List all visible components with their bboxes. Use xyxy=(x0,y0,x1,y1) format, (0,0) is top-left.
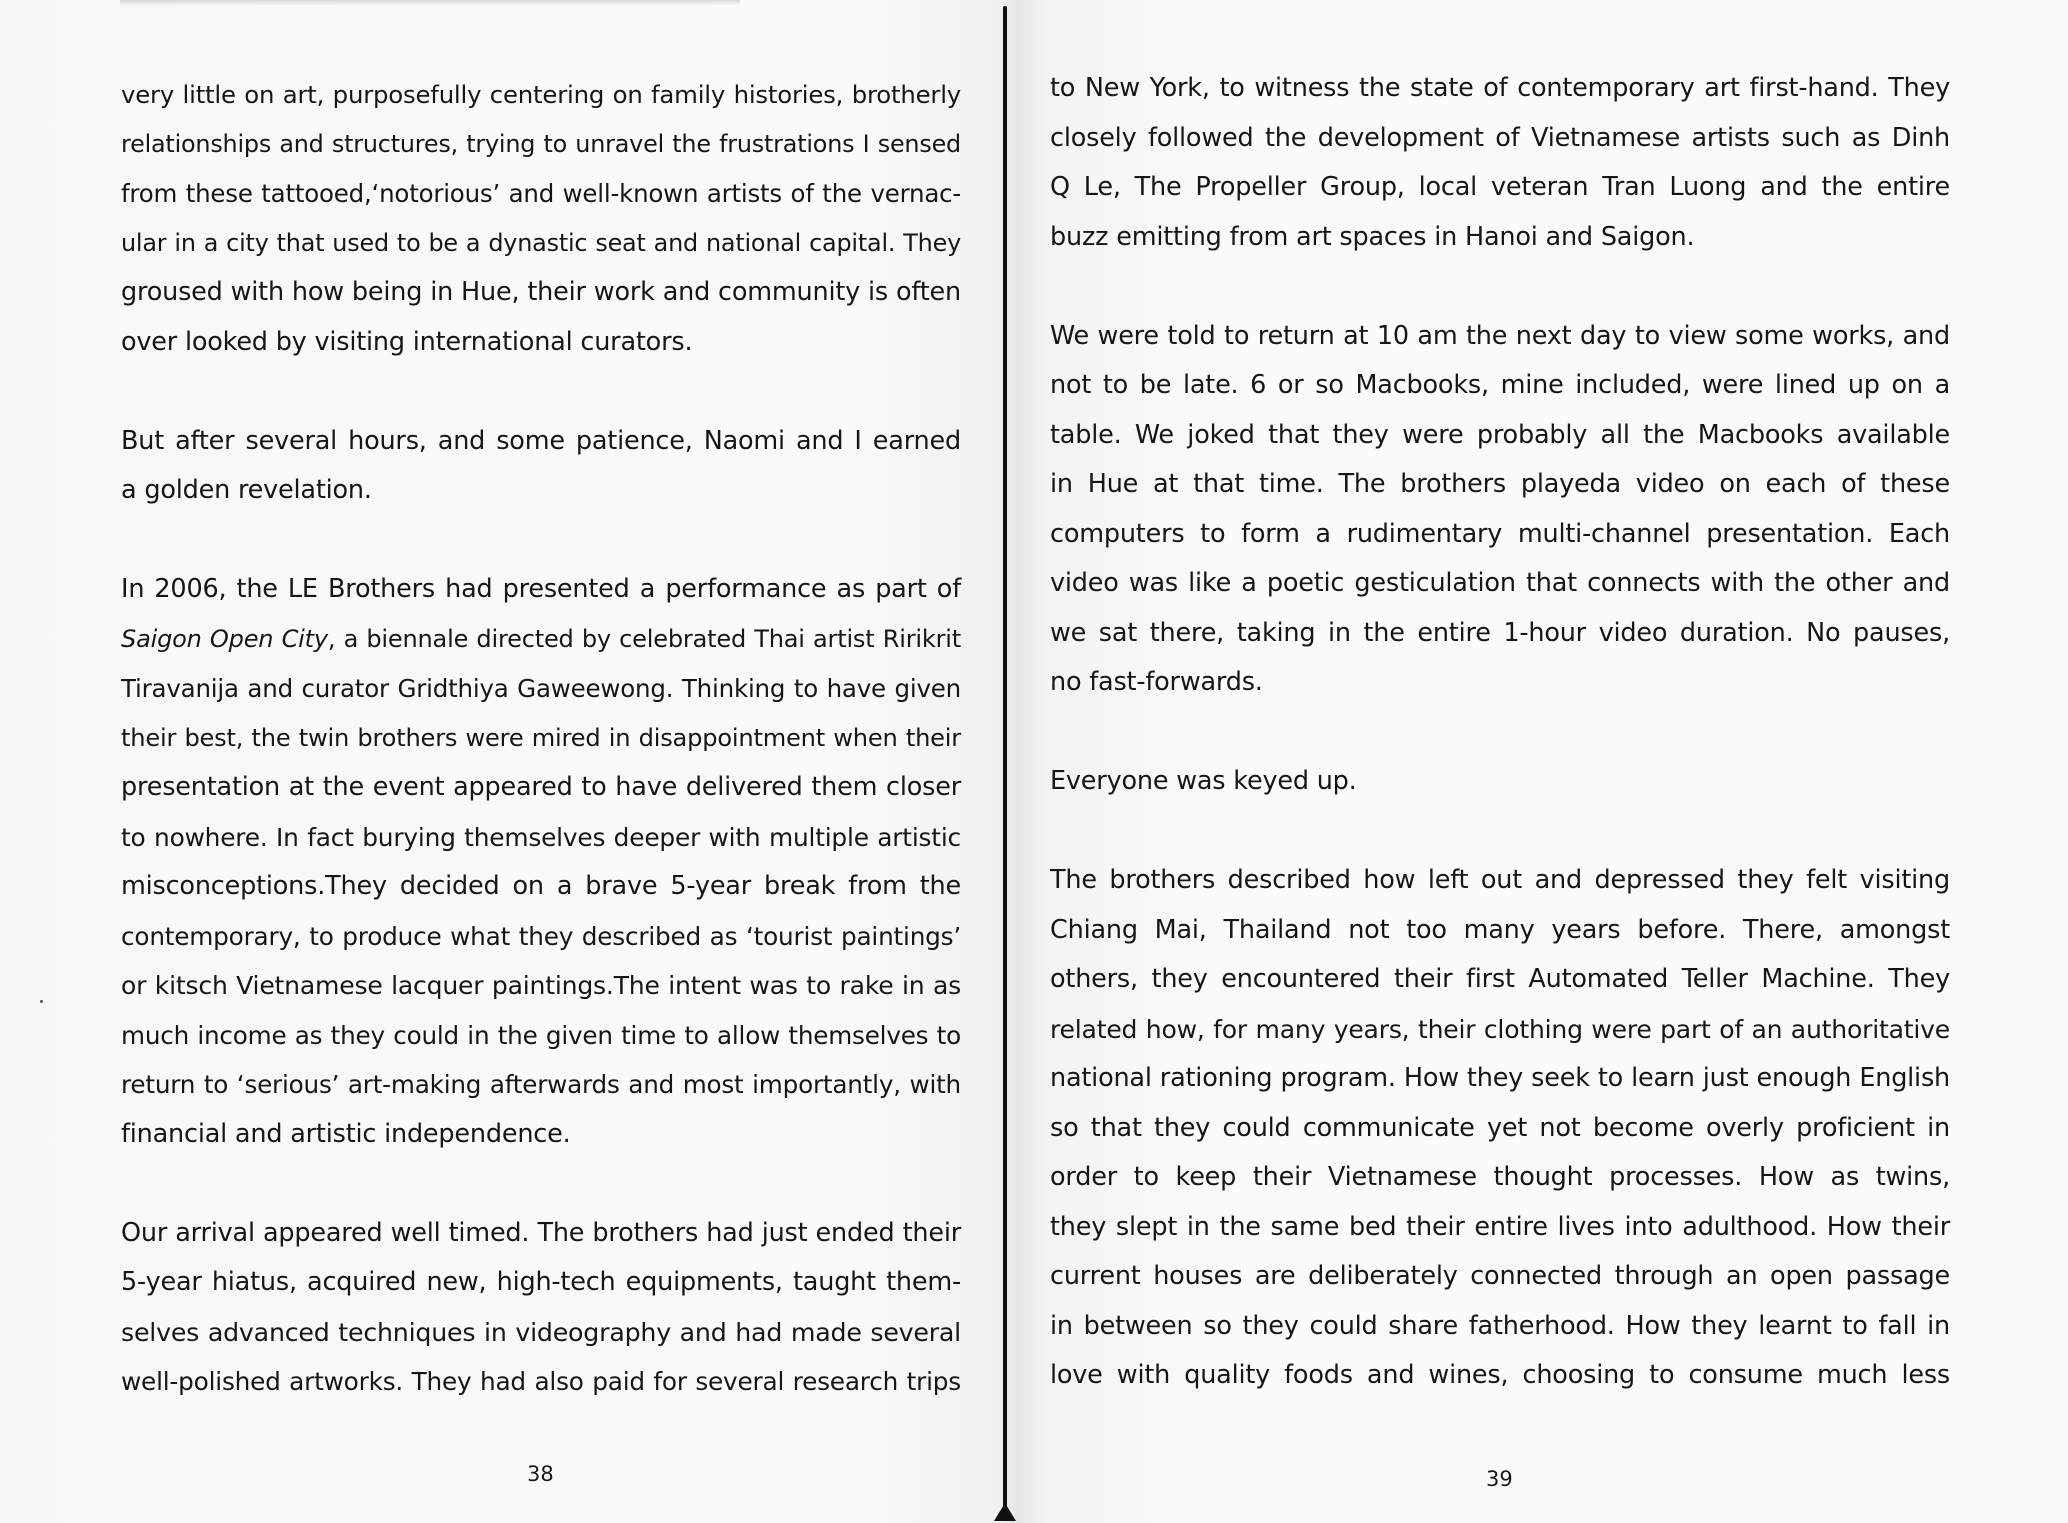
text-line: closely followed the development of Vietnamese artists such as Dinh xyxy=(1050,122,1950,153)
text-line: computers to form a rudimentary multi-channel presentation. Each xyxy=(1050,518,1950,549)
text-line: ular in a city that used to be a dynastic seat and national capital. They xyxy=(121,228,961,257)
paragraph xyxy=(1050,312,1950,708)
text-line: love with quality foods and wines, choosing to consume much less xyxy=(1050,1360,1950,1390)
text-line xyxy=(121,615,961,665)
italic-title: Saigon Open City xyxy=(121,624,328,653)
text-line: Our arrival appeared well timed. The brothers had just ended their xyxy=(121,1217,961,1248)
text-line: or kitsch Vietnamese lacquer paintings.The intent was to rake in as xyxy=(121,971,961,1000)
text-line: to nowhere. In fact burying themselves deeper with multiple artistic xyxy=(121,822,961,852)
text-line: selves advanced techniques in videography and had made several xyxy=(121,1317,961,1347)
text-line: much income as they could in the given time to allow themselves to xyxy=(121,1020,961,1050)
text-line: over looked by visiting international curators. xyxy=(121,326,693,357)
text-line: buzz emitting from art spaces in Hanoi and Saigon. xyxy=(1050,221,1695,252)
text-line: from these tattooed,‘notorious’ and well-known artists of the vernac- xyxy=(121,179,961,208)
left-page xyxy=(0,0,1004,1523)
paragraph xyxy=(121,417,961,516)
left-page-body xyxy=(121,70,961,1407)
text-line: relationships and structures, trying to unravel the frustrations I sensed xyxy=(121,129,961,158)
text-line: a golden revelation. xyxy=(121,475,372,505)
text-line: financial and artistic independence. xyxy=(121,1118,571,1149)
text-line: we sat there, taking in the entire 1-hour video duration. No pauses, xyxy=(1050,617,1950,648)
paragraph xyxy=(121,70,961,367)
text-line: not to be late. 6 or so Macbooks, mine included, were lined up on a xyxy=(1050,370,1950,400)
text-line: table. We joked that they were probably all the Macbooks available xyxy=(1050,419,1950,450)
text-line: national rationing program. How they seek to learn just enough English xyxy=(1050,1063,1950,1093)
right-page-body xyxy=(1050,64,1950,1401)
right-page xyxy=(1004,0,2068,1523)
text-line: We were told to return at 10 am the next day to view some works, and xyxy=(1050,320,1950,351)
paragraph xyxy=(1050,757,1950,807)
text-line: no fast-forwards. xyxy=(1050,667,1263,697)
text-line: 5-year hiatus, acquired new, high-tech equipments, taught them- xyxy=(121,1267,961,1297)
text-line: they slept in the same bed their entire lives into adulthood. How their xyxy=(1050,1211,1950,1242)
text-fragment: , a biennale directed by celebrated Thai artist Ririkrit xyxy=(327,624,961,653)
text-line: Everyone was keyed up. xyxy=(1050,766,1357,796)
paragraph xyxy=(121,1209,961,1407)
text-line: order to keep their Vietnamese thought processes. How as twins, xyxy=(1050,1162,1950,1192)
text-line: In 2006, the LE Brothers had presented a performance as part of xyxy=(121,574,961,604)
paragraph xyxy=(1050,856,1950,1401)
text-line: others, they encountered their first Automated Teller Machine. They xyxy=(1050,964,1950,994)
text-line: return to ‘serious’ art-making afterwards and most importantly, with xyxy=(121,1070,961,1099)
paragraph xyxy=(1050,64,1950,262)
text-line: Q Le, The Propeller Group, local veteran Tran Luong and the entire xyxy=(1050,172,1950,202)
text-line: related how, for many years, their clothing were part of an authoritative xyxy=(1050,1014,1950,1044)
text-line: groused with how being in Hue, their work and community is often xyxy=(121,277,961,307)
text-line: video was like a poetic gesticulation that connects with the other and xyxy=(1050,568,1950,598)
text-line: The brothers described how left out and depressed they felt visiting xyxy=(1050,865,1950,895)
text-line: so that they could communicate yet not become overly proficient in xyxy=(1050,1112,1950,1143)
text-line: current houses are deliberately connected through an open passage xyxy=(1050,1261,1950,1291)
text-line: misconceptions.They decided on a brave 5-year break from the xyxy=(121,871,961,901)
text-line: very little on art, purposefully centering on family histories, brotherly xyxy=(121,80,961,109)
paragraph xyxy=(121,565,961,1159)
text-line: well-polished artworks. They had also paid for several research trips xyxy=(121,1367,961,1396)
text-line: presentation at the event appeared to have delivered them closer xyxy=(121,772,961,802)
text-line: to New York, to witness the state of contemporary art first-hand. They xyxy=(1050,73,1950,103)
text-line: in between so they could share fatherhood. How they learnt to fall in xyxy=(1050,1310,1950,1341)
text-line: Chiang Mai, Thailand not too many years before. There, amongst xyxy=(1050,914,1950,945)
text-line: their best, the twin brothers were mired in disappointment when their xyxy=(121,723,961,752)
text-line: contemporary, to produce what they described as ‘tourist paintings’ xyxy=(121,921,961,951)
text-line: But after several hours, and some patience, Naomi and I earned xyxy=(121,425,961,456)
page-number: 38 xyxy=(527,1462,554,1486)
page-number: 39 xyxy=(1486,1467,1513,1491)
text-line: in Hue at that time. The brothers playeda video on each of these xyxy=(1050,469,1950,499)
text-line: Tiravanija and curator Gridthiya Gaweewong. Thinking to have given xyxy=(121,674,961,703)
